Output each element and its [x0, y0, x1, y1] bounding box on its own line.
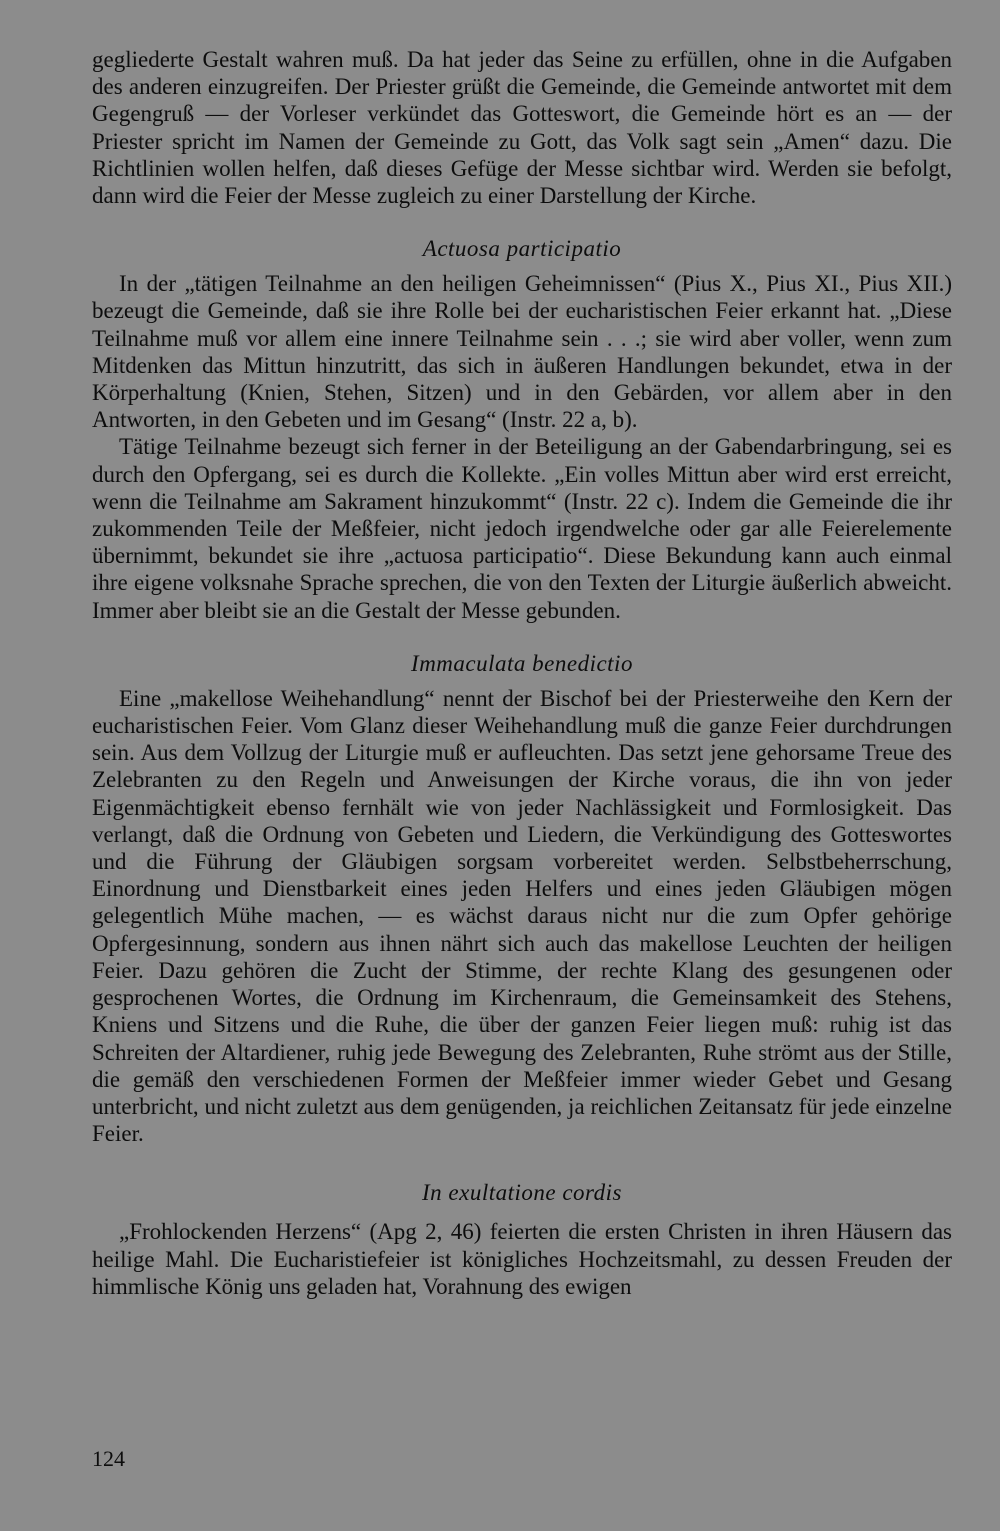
body-paragraph: Eine „makellose Weihehandlung“ nennt der Bischof bei der Priesterweihe den Kern der eucharistischen Feier. Vom Glanz dieser Weihehandlung muß die ganze Feier durchdrungen sein. Aus dem Vollzug der Liturgie muß er aufleuchten. Das setzt jene gehorsame Treue des Zelebranten zu den Regeln und Anweisungen der Kirche voraus, die ihn von jeder Eigenmächtigkeit ebenso fernhält wie von jeder Nachlässigkeit und Formlosigkeit. Das verlangt, daß die Ordnung von Gebeten und Liedern, die Verkündigung des Gotteswortes und die Führung der Gläubigen sorgsam vorbereitet werden. Selbstbeherrschung, Einordnung und Dienstbarkeit eines jeden Helfers und eines jeden Gläubigen mögen gelegentlich Mühe machen, — es wächst daraus nicht nur die zum Opfer gehörige Opfergesinnung, sondern aus ihnen nährt sich auch das makellose Leuchten der heiligen Feier. Dazu gehören die Zucht der Stimme, der rechte Klang des gesungenen oder gesprochenen Wortes, die Ordnung im Kirchenraum, die Gemeinsamkeit des Stehens, Kniens und Sitzens und die Ruhe, die über der ganzen Feier liegen muß: ruhig ist das Schreiten der Altardiener, ruhig jede Bewegung des Zelebranten, Ruhe strömt aus der Stille, die gemäß den verschiedenen Formen der Meßfeier immer wieder Gebet und Gesang unterbricht, und nicht zuletzt aus dem genügenden, ja reichlichen Zeitansatz für jede einzelne Feier.	[92, 685, 952, 1147]
page-body	[92, 46, 952, 1300]
section-heading: Immaculata benedictio	[411, 650, 633, 676]
page-number: 124	[92, 1446, 125, 1471]
section-heading: In exultatione cordis	[422, 1180, 622, 1206]
body-paragraph: In der „tätigen Teilnahme an den heiligen Geheimnissen“ (Pius X., Pius XI., Pius XII.) bezeugt die Gemeinde, daß sie ihre Rolle bei der eucharistischen Feier erkannt hat. „Diese Teilnahme muß vor allem eine innere Teilnahme sein . . .; sie wird aber voller, wenn zum Mitdenken das Mittun hinzutritt, das sich in äußeren Handlungen bekundet, etwa in der Körperhaltung (Knien, Stehen, Sitzen) und in den Gebärden, vor allem aber in den Antworten, in den Gebeten und im Gesang“ (Instr. 22 a, b).	[92, 271, 952, 433]
body-paragraph: „Frohlockenden Herzens“ (Apg 2, 46) feierten die ersten Christen in ihren Häusern das heilige Mahl. Die Eucharistiefeier ist königliches Hochzeitsmahl, zu dessen Freuden der himmlische König uns geladen hat, Vorahnung des ewigen	[92, 1219, 952, 1299]
body-paragraph: Tätige Teilnahme bezeugt sich ferner in der Beteiligung an der Gabendarbringung, sei es durch den Opfergang, sei es durch die Kollekte. „Ein volles Mittun aber wird erst erreicht, wenn die Teilnahme am Sakrament hinzukommt“ (Instr. 22 c). Indem die Gemeinde die ihr zukommenden Teile der Meßfeier, nicht jedoch irgendwelche oder gar alle Feierelemente übernimmt, bekundet sie ihre „actuosa participatio“. Diese Bekundung kann auch einmal ihre eigene volksnahe Sprache sprechen, die von den Texten der Liturgie äußerlich abweicht. Immer aber bleibt sie an die Gestalt der Messe gebunden.	[92, 434, 952, 623]
body-paragraph: gegliederte Gestalt wahren muß. Da hat jeder das Seine zu erfüllen, ohne in die Aufgaben des anderen einzugreifen. Der Priester grüßt die Gemeinde, die Gemeinde antwortet mit dem Gegengruß — der Vorleser verkündet das Gotteswort, die Gemeinde hört es an — der Priester spricht im Namen der Gemeinde zu Gott, das Volk sagt sein „Amen“ dazu. Die Richtlinien wollen helfen, daß dieses Gefüge der Messe sichtbar wird. Werden sie befolgt, dann wird die Feier der Messe zugleich zu einer Darstellung der Kirche.	[92, 47, 952, 209]
section-heading: Actuosa participatio	[422, 236, 622, 262]
